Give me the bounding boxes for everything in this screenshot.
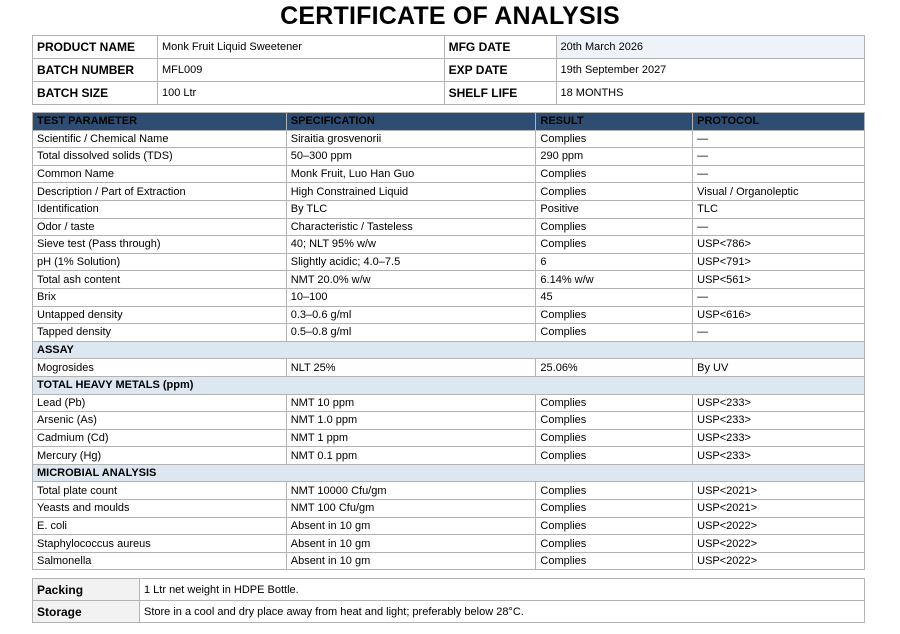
table-row <box>33 236 865 254</box>
cell-specification: 10–100 <box>286 288 536 306</box>
cell-parameter: Common Name <box>33 165 287 183</box>
cell-protocol: USP<233> <box>693 429 865 447</box>
header-parameter: TEST PARAMETER <box>33 113 287 131</box>
cell-protocol: USP<791> <box>693 253 865 271</box>
cell-result: Complies <box>536 517 693 535</box>
cell-protocol: TLC <box>693 200 865 218</box>
cell-parameter: Arsenic (As) <box>33 412 287 430</box>
table-row <box>33 306 865 324</box>
table-row <box>33 447 865 465</box>
cell-result: 6.14% w/w <box>536 271 693 289</box>
cell-result: Complies <box>536 482 693 500</box>
cell-protocol: USP<233> <box>693 447 865 465</box>
table-row <box>33 253 865 271</box>
cell-result: Complies <box>536 306 693 324</box>
cell-protocol: — <box>693 218 865 236</box>
cell-parameter: Brix <box>33 288 287 306</box>
microbial-section-label: MICROBIAL ANALYSIS <box>33 464 865 482</box>
product-info-table <box>32 35 865 105</box>
cell-specification: 0.3–0.6 g/ml <box>286 306 536 324</box>
cell-specification: NMT 10000 Cfu/gm <box>286 482 536 500</box>
cell-specification: NMT 20.0% w/w <box>286 271 536 289</box>
table-row <box>33 359 865 377</box>
cell-parameter: Staphylococcus aureus <box>33 535 287 553</box>
cell-specification: 0.5–0.8 g/ml <box>286 324 536 342</box>
table-row <box>33 429 865 447</box>
cell-protocol: USP<2022> <box>693 535 865 553</box>
cell-specification: 50–300 ppm <box>286 148 536 166</box>
cell-parameter: Scientific / Chemical Name <box>33 130 287 148</box>
info-row-batch <box>33 59 865 82</box>
table-header-row <box>33 113 865 131</box>
cell-specification: Characteristic / Tasteless <box>286 218 536 236</box>
table-row <box>33 482 865 500</box>
cell-protocol: — <box>693 148 865 166</box>
batch-number-value: MFL009 <box>157 59 444 82</box>
table-row <box>33 394 865 412</box>
product-name-label: PRODUCT NAME <box>33 36 158 59</box>
heavy-metals-section <box>33 376 865 394</box>
mfg-date-value: 20th March 2026 <box>556 36 865 59</box>
cell-protocol: USP<233> <box>693 412 865 430</box>
table-row <box>33 271 865 289</box>
cell-protocol: USP<2021> <box>693 482 865 500</box>
shelf-life-label: SHELF LIFE <box>444 82 556 105</box>
cell-result: Complies <box>536 130 693 148</box>
table-row <box>33 218 865 236</box>
cell-parameter: Mogrosides <box>33 359 287 377</box>
heavy-metals-section-label: TOTAL HEAVY METALS (ppm) <box>33 376 865 394</box>
cell-specification: NMT 1.0 ppm <box>286 412 536 430</box>
cell-parameter: Odor / taste <box>33 218 287 236</box>
cell-parameter: Untapped density <box>33 306 287 324</box>
cell-protocol: By UV <box>693 359 865 377</box>
cell-parameter: Description / Part of Extraction <box>33 183 287 201</box>
cell-result: Complies <box>536 394 693 412</box>
cell-specification: High Constrained Liquid <box>286 183 536 201</box>
test-results-table <box>32 112 865 570</box>
header-result: RESULT <box>536 113 693 131</box>
cell-protocol: USP<2022> <box>693 552 865 570</box>
cell-result: Complies <box>536 535 693 553</box>
info-row-product <box>33 36 865 59</box>
cell-specification: Slightly acidic; 4.0–7.5 <box>286 253 536 271</box>
cell-result: Complies <box>536 236 693 254</box>
table-row <box>33 130 865 148</box>
cell-parameter: Yeasts and moulds <box>33 500 287 518</box>
cell-result: Complies <box>536 412 693 430</box>
cell-protocol: — <box>693 324 865 342</box>
storage-label: Storage <box>33 601 140 623</box>
header-specification: SPECIFICATION <box>286 113 536 131</box>
cell-protocol: USP<2022> <box>693 517 865 535</box>
cell-specification: NMT 1 ppm <box>286 429 536 447</box>
table-row <box>33 500 865 518</box>
table-row <box>33 183 865 201</box>
cell-result: 45 <box>536 288 693 306</box>
cell-specification: Siraitia grosvenorii <box>286 130 536 148</box>
table-row <box>33 412 865 430</box>
cell-specification: NLT 25% <box>286 359 536 377</box>
shelf-life-value: 18 MONTHS <box>556 82 865 105</box>
table-row <box>33 324 865 342</box>
cell-specification: Absent in 10 gm <box>286 535 536 553</box>
packing-row <box>33 579 865 601</box>
table-row <box>33 288 865 306</box>
document-title: CERTIFICATE OF ANALYSIS <box>280 2 620 30</box>
cell-parameter: Total plate count <box>33 482 287 500</box>
cell-protocol: USP<616> <box>693 306 865 324</box>
exp-date-label: EXP DATE <box>444 59 556 82</box>
cell-protocol: USP<786> <box>693 236 865 254</box>
cell-parameter: Total ash content <box>33 271 287 289</box>
exp-date-value: 19th September 2027 <box>556 59 865 82</box>
product-name-value: Monk Fruit Liquid Sweetener <box>157 36 444 59</box>
cell-protocol: — <box>693 130 865 148</box>
cell-result: Complies <box>536 183 693 201</box>
info-row-size <box>33 82 865 105</box>
table-row <box>33 200 865 218</box>
cell-result: 25.06% <box>536 359 693 377</box>
cell-parameter: Sieve test (Pass through) <box>33 236 287 254</box>
cell-specification: Monk Fruit, Luo Han Guo <box>286 165 536 183</box>
assay-section <box>33 341 865 359</box>
cell-protocol: USP<233> <box>693 394 865 412</box>
cell-parameter: Lead (Pb) <box>33 394 287 412</box>
cell-parameter: Salmonella <box>33 552 287 570</box>
cell-parameter: E. coli <box>33 517 287 535</box>
cell-specification: Absent in 10 gm <box>286 552 536 570</box>
packing-value: 1 Ltr net weight in HDPE Bottle. <box>140 579 865 601</box>
storage-value: Store in a cool and dry place away from heat and light; preferably below 28°C. <box>140 601 865 623</box>
cell-specification: By TLC <box>286 200 536 218</box>
cell-result: Complies <box>536 552 693 570</box>
packing-storage-table <box>32 578 865 623</box>
cell-protocol: Visual / Organoleptic <box>693 183 865 201</box>
cell-protocol: — <box>693 288 865 306</box>
cell-result: Complies <box>536 324 693 342</box>
batch-size-value: 100 Ltr <box>157 82 444 105</box>
table-row <box>33 517 865 535</box>
packing-label: Packing <box>33 579 140 601</box>
table-row <box>33 552 865 570</box>
cell-result: Positive <box>536 200 693 218</box>
cell-result: Complies <box>536 447 693 465</box>
cell-parameter: Cadmium (Cd) <box>33 429 287 447</box>
cell-parameter: Total dissolved solids (TDS) <box>33 148 287 166</box>
cell-specification: Absent in 10 gm <box>286 517 536 535</box>
batch-number-label: BATCH NUMBER <box>33 59 158 82</box>
microbial-section <box>33 464 865 482</box>
cell-parameter: Mercury (Hg) <box>33 447 287 465</box>
table-row <box>33 165 865 183</box>
table-row <box>33 535 865 553</box>
cell-parameter: Identification <box>33 200 287 218</box>
cell-protocol: USP<561> <box>693 271 865 289</box>
table-row <box>33 148 865 166</box>
cell-result: Complies <box>536 218 693 236</box>
cell-result: Complies <box>536 165 693 183</box>
cell-parameter: pH (1% Solution) <box>33 253 287 271</box>
cell-specification: NMT 0.1 ppm <box>286 447 536 465</box>
cell-result: 290 ppm <box>536 148 693 166</box>
cell-protocol: USP<2021> <box>693 500 865 518</box>
assay-section-label: ASSAY <box>33 341 865 359</box>
cell-specification: NMT 100 Cfu/gm <box>286 500 536 518</box>
header-protocol: PROTOCOL <box>693 113 865 131</box>
cell-result: 6 <box>536 253 693 271</box>
batch-size-label: BATCH SIZE <box>33 82 158 105</box>
cell-result: Complies <box>536 429 693 447</box>
storage-row <box>33 601 865 623</box>
cell-specification: 40; NLT 95% w/w <box>286 236 536 254</box>
cell-specification: NMT 10 ppm <box>286 394 536 412</box>
cell-protocol: — <box>693 165 865 183</box>
cell-result: Complies <box>536 500 693 518</box>
cell-parameter: Tapped density <box>33 324 287 342</box>
mfg-date-label: MFG DATE <box>444 36 556 59</box>
